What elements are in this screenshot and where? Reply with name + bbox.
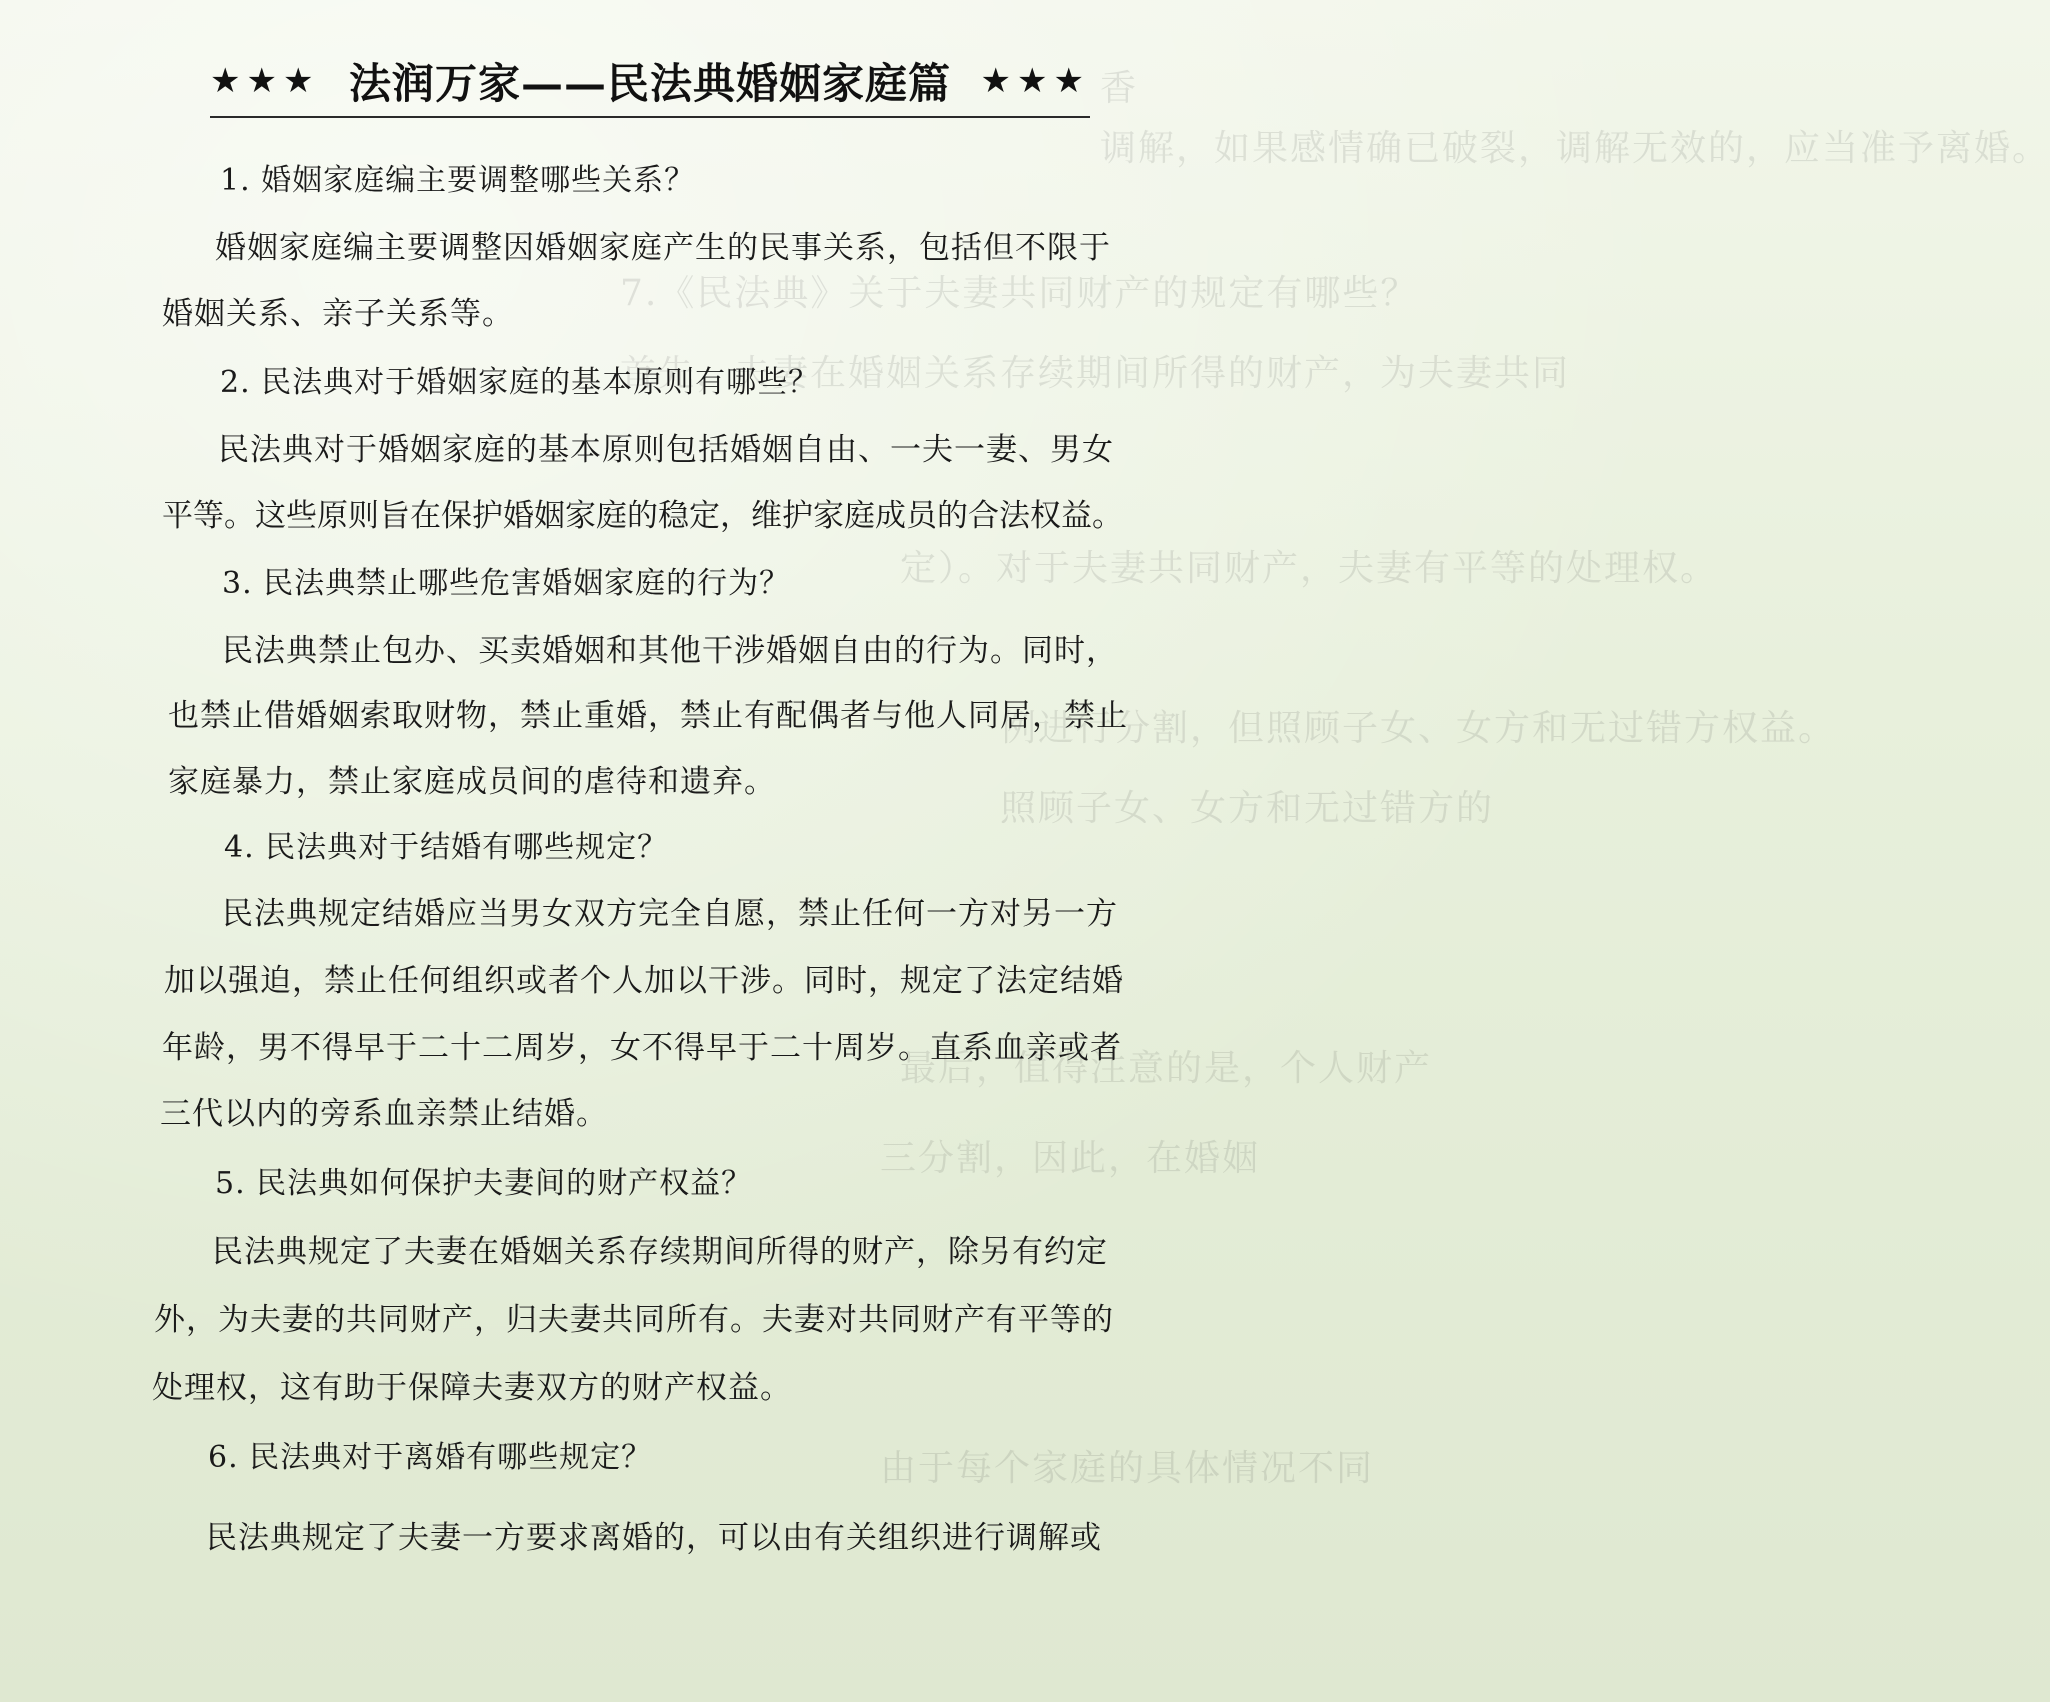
answer-3-line-1: 民法典禁止包办、买卖婚姻和其他干涉婚姻自由的行为。同时， [222,633,1118,669]
answer-6-line-1: 民法典规定了夫妻一方要求离婚的，可以由有关组织进行调解或 [206,1520,1102,1556]
stars-right-icon: ★★★ [980,61,1090,101]
answer-1-line-1: 婚姻家庭编主要调整因婚姻家庭产生的民事关系，包括但不限于 [215,230,1111,266]
document-header [210,46,1090,118]
answer-4-line-2: 加以强迫，禁止任何组织或者个人加以干涉。同时，规定了法定结婚 [164,963,1124,999]
answer-3-line-2: 也禁止借婚姻索取财物，禁止重婚，禁止有配偶者与他人同居，禁止 [168,698,1128,734]
question-2: 2. 民法典对于婚姻家庭的基本原则有哪些？ [220,365,820,400]
answer-2-line-1: 民法典对于婚姻家庭的基本原则包括婚姻自由、一夫一妻、男女 [218,432,1114,468]
answer-4-line-3: 年龄，男不得早于二十二周岁，女不得早于二十周岁。直系血亲或者 [162,1030,1122,1066]
question-3: 3. 民法典禁止哪些危害婚姻家庭的行为？ [222,566,791,601]
question-5: 5. 民法典如何保护夫妻间的财产权益？ [215,1166,753,1201]
answer-4-line-1: 民法典规定结婚应当男女双方完全自愿，禁止任何一方对另一方 [222,896,1118,932]
answer-1-line-2: 婚姻关系、亲子关系等。 [162,296,514,332]
answer-5-line-2: 外，为夫妻的共同财产，归夫妻共同所有。夫妻对共同财产有平等的 [154,1302,1114,1338]
answer-3-line-3: 家庭暴力，禁止家庭成员间的虐待和遗弃。 [168,764,776,800]
question-1: 1. 婚姻家庭编主要调整哪些关系？ [220,163,696,198]
question-6: 6. 民法典对于离婚有哪些规定？ [208,1440,653,1475]
answer-5-line-1: 民法典规定了夫妻在婚姻关系存续期间所得的财产，除另有约定 [212,1234,1108,1270]
stars-left-icon: ★★★ [210,61,320,101]
answer-5-line-3: 处理权，这有助于保障夫妻双方的财产权益。 [152,1370,792,1406]
answer-2-line-2: 平等。这些原则旨在保护婚姻家庭的稳定，维护家庭成员的合法权益。 [162,498,1123,534]
answer-4-line-4: 三代以内的旁系血亲禁止结婚。 [160,1096,608,1132]
document-title: 法润万家——民法典婚姻家庭篇 [348,59,951,108]
question-4: 4. 民法典对于结婚有哪些规定？ [224,830,669,865]
